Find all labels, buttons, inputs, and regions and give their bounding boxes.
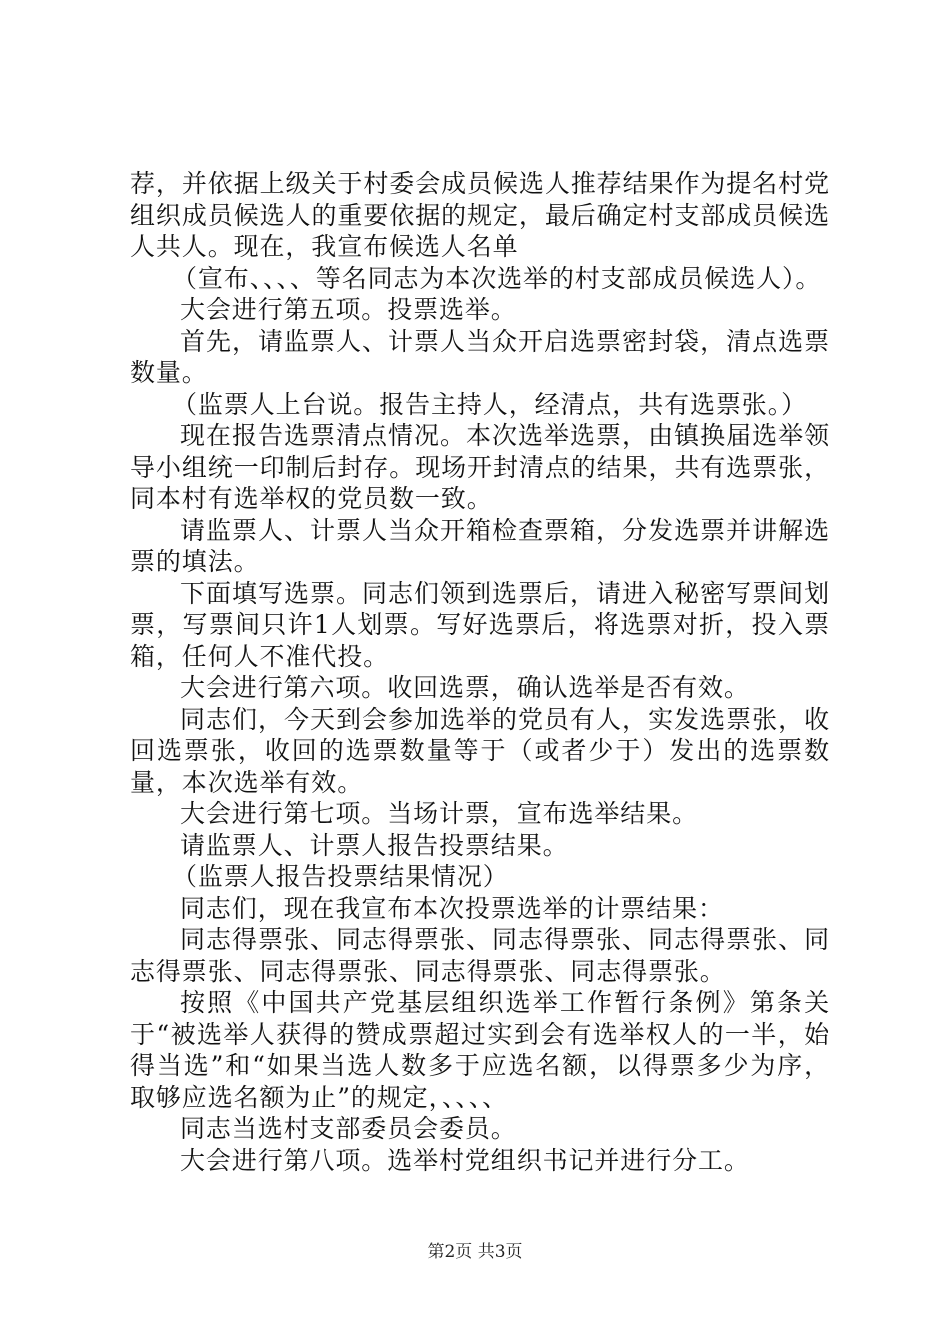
paragraph-ballot-count-report: 现在报告选票清点情况。本次选举选票，由镇换届选举领导小组统一印制后封存。现场开封清点的结果，共有选票张，同本村有选举权的党员数一致。 bbox=[130, 421, 830, 513]
paragraph-item-eight: 大会进行第八项。选举村党组织书记并进行分工。 bbox=[180, 1145, 750, 1175]
paragraph-regulation: 按照《中国共产党基层组织选举工作暂行条例》第条关于“被选举人获得的赞成票超过实到会有选举权人的一半，始得当选”和“如果当选人数多于应选名额，以得票多少为序，取够应选名额为止”的规定，、、、、 bbox=[130, 988, 830, 1112]
paragraph-monitor-report-note: （监票人上台说。报告主持人，经清点，共有选票张。） bbox=[172, 389, 808, 419]
paragraph-vote-tally: 同志得票张、同志得票张、同志得票张、同志得票张、同志得票张、同志得票张、同志得票张、同志得票张。 bbox=[130, 925, 830, 986]
paragraph-elected-members: 同志当选村支部委员会委员。 bbox=[180, 1114, 517, 1143]
paragraph-announce-results: 同志们，现在我宣布本次投票选举的计票结果： bbox=[180, 893, 724, 923]
paragraph-check-ballot-box: 请监票人、计票人当众开箱检查票箱，分发选票并讲解选票的填法。 bbox=[130, 515, 830, 576]
paragraph-item-seven: 大会进行第七项。当场计票，宣布选举结果。 bbox=[180, 799, 699, 828]
paragraph-open-ballot-bag: 首先，请监票人、计票人当众开启选票密封袋，清点选票数量。 bbox=[130, 326, 830, 387]
paragraph-continuation: 荐，并依据上级关于村委会成员候选人推荐结果作为提名村党组织成员候选人的重要依据的规定，最后确定村支部成员候选人共人。现在，我宣布候选人名单 bbox=[130, 169, 830, 261]
page-number-footer: 第2页 共3页 bbox=[427, 1242, 523, 1262]
paragraph-announcement-note: （宣布、、、、等名同志为本次选举的村支部成员候选人）。 bbox=[172, 263, 822, 293]
paragraph-item-five: 大会进行第五项。投票选举。 bbox=[180, 295, 517, 324]
document-body bbox=[130, 168, 830, 1176]
paragraph-results-note: （监票人报告投票结果情况） bbox=[172, 862, 509, 891]
paragraph-report-results: 请监票人、计票人报告投票结果。 bbox=[180, 830, 569, 860]
paragraph-item-six: 大会进行第六项。收回选票，确认选举是否有效。 bbox=[180, 673, 750, 702]
paragraph-validity: 同志们，今天到会参加选举的党员有人，实发选票张，收回选票张，收回的选票数量等于（或者少于）发出的选票数量，本次选举有效。 bbox=[130, 704, 830, 797]
paragraph-fill-ballot: 下面填写选票。同志们领到选票后，请进入秘密写票间划票，写票间只许1人划票。写好选票后，将选票对折，投入票箱，任何人不准代投。 bbox=[130, 578, 830, 671]
